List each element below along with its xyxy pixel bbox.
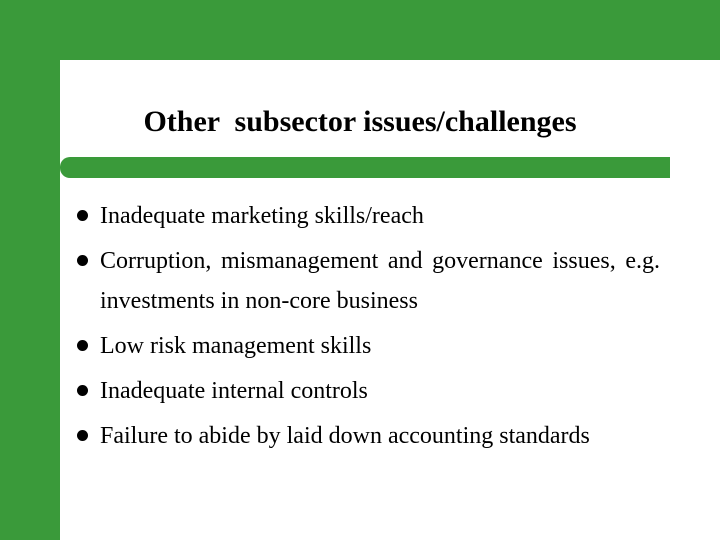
bullet-dot-icon xyxy=(77,210,88,221)
bullet-item xyxy=(75,326,660,366)
title-underline-bar xyxy=(60,157,670,178)
bullet-dot-icon xyxy=(77,340,88,351)
bullet-text: Inadequate internal controls xyxy=(100,378,368,404)
bullet-item xyxy=(75,416,660,456)
bullet-item xyxy=(75,196,660,236)
bullet-text: Inadequate marketing skills/reach xyxy=(100,203,424,229)
bullet-dot-icon xyxy=(77,385,88,396)
green-frame-left xyxy=(0,0,60,540)
bullet-text: Corruption, mismanagement and governance issues, e.g. investments in non-core business xyxy=(100,248,660,314)
bullet-item xyxy=(75,241,660,321)
green-frame-top xyxy=(0,0,720,60)
bullet-dot-icon xyxy=(77,255,88,266)
bullet-text: Failure to abide by laid down accounting standards xyxy=(100,423,590,449)
bullet-item xyxy=(75,371,660,411)
slide-title: Other subsector issues/challenges xyxy=(143,105,577,138)
bullet-list xyxy=(75,196,660,461)
bullet-text: Low risk management skills xyxy=(100,333,372,359)
bullet-dot-icon xyxy=(77,430,88,441)
